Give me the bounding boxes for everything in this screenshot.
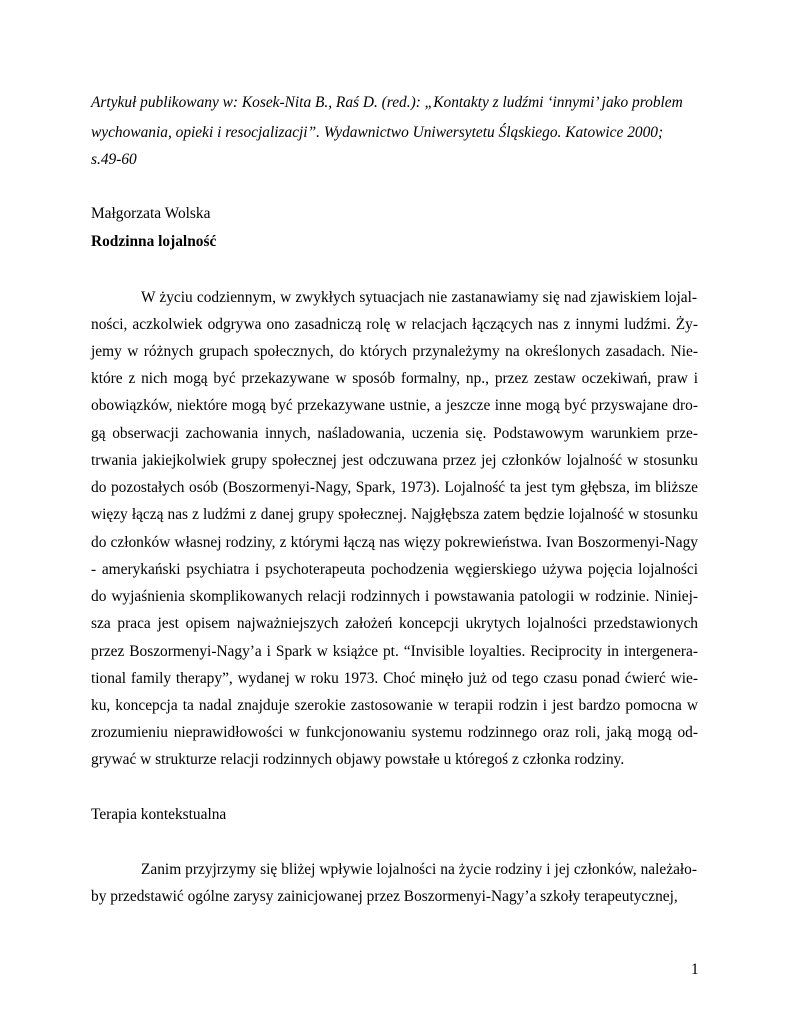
section-heading: Terapia kontekstualna <box>91 806 227 823</box>
paragraph2-line: Zanim przyjrzymy się bliżej wpływie lojalności na życie rodziny i jej członków, należało- <box>141 861 697 878</box>
page-number: 1 <box>691 961 699 978</box>
paragraph1-line: ności, aczkolwiek odgrywa ono zasadniczą rolę w relacjach łączących nas z innymi ludźmi. Ży- <box>91 316 698 333</box>
paragraph1-line: sza praca jest opisem najważniejszych założeń koncepcji ukrytych lojalności przedstawionych <box>91 615 698 632</box>
paragraph1-line: W życiu codziennym, w zwykłych sytuacjach nie zastanawiamy się nad zjawiskiem lojal- <box>141 289 697 306</box>
paragraph1-line: jemy w różnych grupach społecznych, do których przynależymy na określonych zasadach. Nie- <box>91 343 698 360</box>
article-title: Rodzinna lojalność <box>91 233 217 250</box>
citation-line-2: wychowania, opieki i resocjalizacji”. Wydawnictwo Uniwersytetu Śląskiego. Katowice 2000; <box>91 124 664 141</box>
citation-line-3: s.49-60 <box>91 151 137 168</box>
paragraph1-line: do członków własnej rodziny, z którymi łączą nas więzy pokrewieństwa. Ivan Boszormenyi-Nagy <box>91 534 698 551</box>
paragraph1-line: gą obserwacji zachowania innych, naśladowania, uczenia się. Podstawowym warunkiem prze- <box>91 425 698 442</box>
paragraph1-line: do pozostałych osób (Boszormenyi-Nagy, Spark, 1973). Lojalność ta jest tym głębsza, im bliższe <box>91 479 698 496</box>
paragraph1-line: trwania jakiejkolwiek grupy społecznej jest odczuwana przez jej członków lojalność w stosunku <box>91 452 698 469</box>
paragraph1-line: obowiązków, niektóre mogą być przekazywane ustnie, a jeszcze inne mogą być przyswajane dro- <box>91 397 698 414</box>
author-name: Małgorzata Wolska <box>91 205 211 222</box>
paragraph1-line: grywać w strukturze relacji rodzinnych objawy powstałe u któregoś z członka rodziny. <box>91 751 625 768</box>
paragraph1-line: tional family therapy”, wydanej w roku 1973. Choć minęło już od tego czasu ponad ćwierć wie- <box>91 670 698 687</box>
paragraph1-line: które z nich mogą być przekazywane w sposób formalny, np., przez zestaw oczekiwań, praw i <box>91 370 698 387</box>
paragraph1-line: - amerykański psychiatra i psychoterapeuta pochodzenia węgierskiego używa pojęcia lojalności <box>91 561 698 578</box>
paragraph1-line: przez Boszormenyi-Nagy’a i Spark w książce pt. “Invisible loyalties. Reciprocity in intergenera- <box>91 643 698 660</box>
paragraph1-line: zrozumieniu nieprawidłowości w funkcjonowaniu systemu rodzinnego oraz roli, jaką mogą od- <box>91 724 698 741</box>
citation-line-1: Artykuł publikowany w: Kosek-Nita B., Raś D. (red.): „Kontakty z ludźmi ‘innymi’ jako problem <box>91 94 683 111</box>
paragraph1-line: ku, koncepcja ta nadal znajduje szerokie zastosowanie w terapii rodzin i jest bardzo pomocna w <box>91 697 698 714</box>
paragraph1-line: do wyjaśnienia skomplikowanych relacji rodzinnych i powstawania patologii w rodzinie. Niniej- <box>91 588 698 605</box>
paragraph2-line: by przedstawić ogólne zarysy zainicjowanej przez Boszormenyi-Nagy’a szkoły terapeutycznej, <box>91 888 678 905</box>
paragraph1-line: więzy łączą nas z ludźmi z danej grupy społecznej. Najgłębsza zatem będzie lojalność w stosunku <box>91 506 698 523</box>
